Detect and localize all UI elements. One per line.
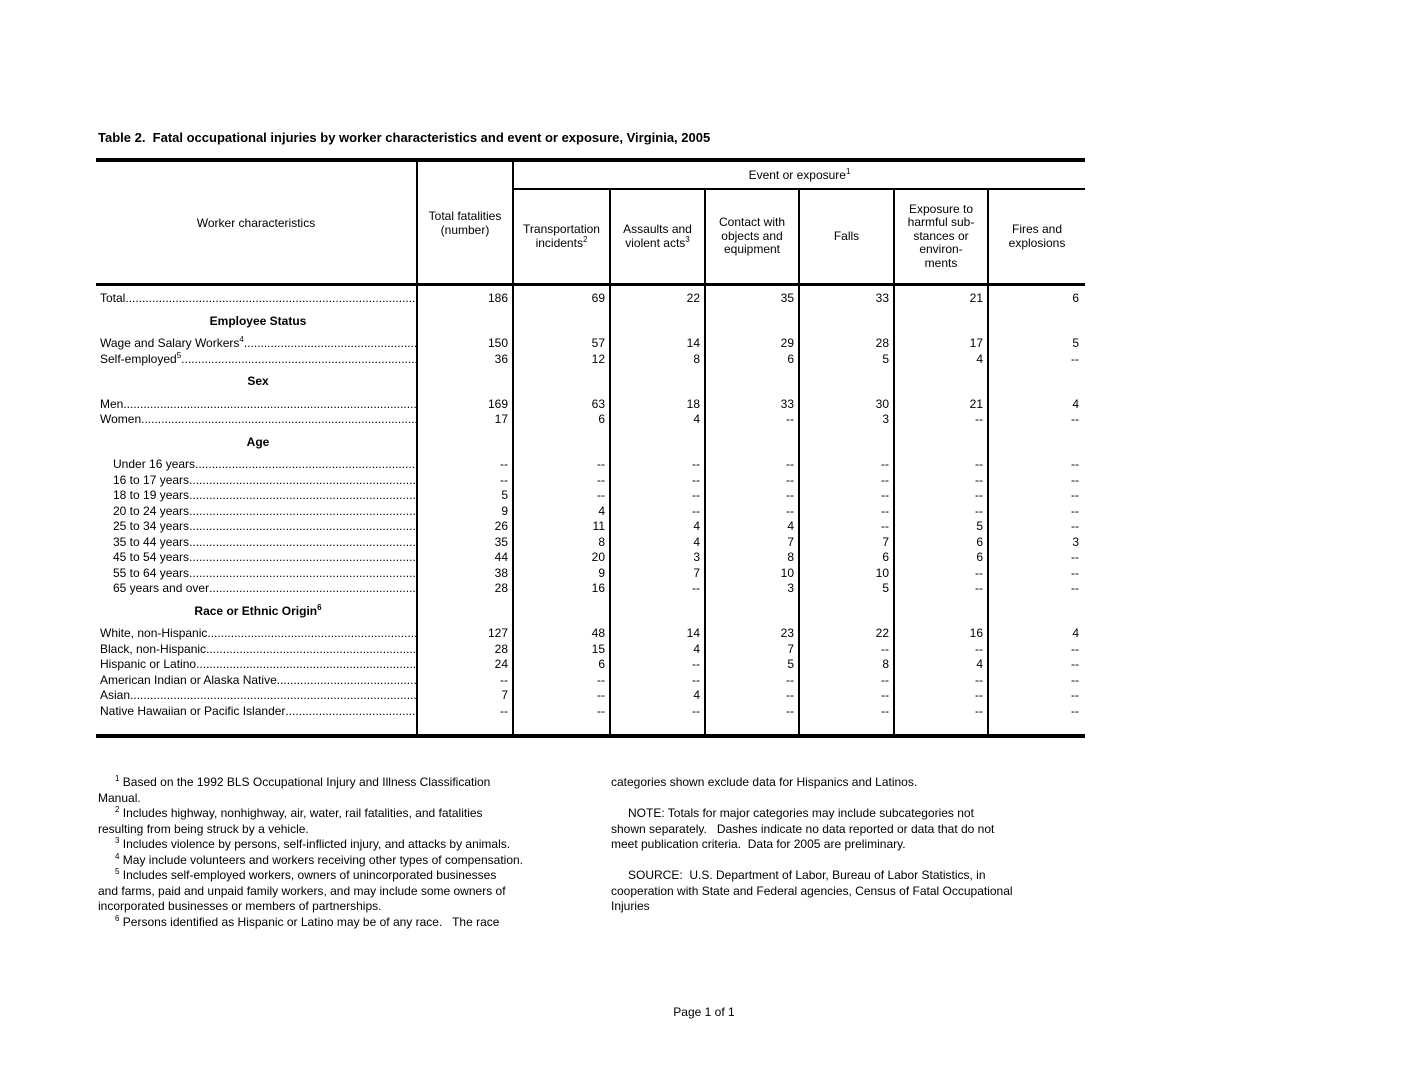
cell-value: 15: [513, 642, 610, 658]
table-row: [96, 412, 1085, 428]
cell-value: 48: [513, 626, 610, 642]
footnote-line: shown separately. Dashes indicate no data reported or data that do not: [611, 821, 995, 836]
table-row: [96, 285, 1085, 307]
cell-value: [417, 597, 513, 627]
col-header-assaults-violent-acts: Assaults and violent acts$^3$: [610, 189, 705, 285]
cell-value: --: [417, 473, 513, 489]
section-label: Sex: [96, 367, 417, 397]
cell-value: --: [894, 457, 988, 473]
cell-value: --: [1071, 641, 1079, 656]
cell-value: 4: [1072, 396, 1079, 411]
cell-value: --: [894, 566, 988, 582]
table-row: [96, 688, 1085, 704]
footnote-line: $^6$ Persons identified as Hispanic or Latino may be of any race. The race: [115, 913, 500, 929]
cell-value: 18: [610, 397, 705, 413]
section-label: Age: [96, 428, 417, 458]
cell-value: 9: [417, 504, 513, 520]
table-row: [96, 504, 1085, 520]
footnote-line: $^3$ Includes violence by persons, self-inflicted injury, and attacks by animals.: [115, 836, 511, 851]
cell-value: 6: [513, 657, 610, 673]
cell-value: 20: [513, 550, 610, 566]
cell-value: --: [513, 473, 610, 489]
cell-value: [705, 597, 799, 627]
footnotes-right: [611, 775, 1013, 915]
footnote-line: cooperation with State and Federal agencies, Census of Fatal Occupational: [611, 883, 1013, 898]
cell-value: 5: [1072, 336, 1079, 350]
row-label: 25 to 34 years .....: [96, 519, 417, 535]
fatalities-table: [96, 158, 1085, 738]
cell-value: 17: [417, 412, 513, 428]
cell-value: 28: [417, 642, 513, 658]
cell-value: --: [1071, 503, 1079, 518]
cell-value: 35: [417, 535, 513, 551]
cell-value: 4: [610, 412, 705, 428]
cell-value: 28: [799, 336, 894, 352]
cell-value: [705, 307, 799, 337]
table-row: [96, 550, 1085, 566]
cell-value: 6: [1072, 291, 1079, 305]
cell-value: 35: [705, 285, 799, 307]
cell-value: --: [610, 504, 705, 520]
table-row: [96, 352, 1085, 368]
cell-value: 4: [610, 535, 705, 551]
row-label: American Indian or Alaska Native .....: [96, 673, 417, 689]
cell-value: --: [1071, 457, 1079, 471]
footnote-line: [611, 791, 1013, 807]
cell-value: 12: [513, 352, 610, 368]
footnote-line: categories shown exclude data for Hispanics and Latinos.: [611, 775, 918, 789]
cell-value: [799, 597, 894, 627]
col-header-event-or-exposure: Event or exposure$^1$: [513, 160, 1085, 189]
row-label: Asian .....: [96, 688, 417, 704]
cell-value: [894, 597, 988, 627]
row-label: Native Hawaiian or Pacific Islander .....: [96, 704, 417, 737]
row-label: Under 16 years .....: [96, 457, 417, 473]
cell-value: 10: [799, 566, 894, 582]
footnote-line: incorporated businesses or members of partnerships.: [98, 899, 382, 913]
col-header-falls: Falls: [799, 189, 894, 285]
cell-value: --: [1071, 657, 1079, 671]
table-row: [96, 581, 1085, 597]
cell-value: --: [894, 673, 988, 689]
cell-value: 169: [417, 397, 513, 413]
cell-value: 16: [894, 626, 988, 642]
table-row: [96, 397, 1085, 413]
cell-value: --: [705, 673, 799, 689]
cell-value: [513, 307, 610, 337]
cell-value: --: [1071, 412, 1079, 426]
cell-value: [988, 367, 1085, 397]
cell-value: 24: [417, 657, 513, 673]
cell-value: --: [610, 488, 705, 504]
section-label: Race or Ethnic Origin$^6$: [96, 597, 417, 627]
section-row: [96, 597, 1085, 627]
table-row: [96, 336, 1085, 352]
cell-value: 8: [705, 550, 799, 566]
cell-value: --: [799, 519, 894, 535]
cell-value: 7: [799, 535, 894, 551]
cell-value: [513, 367, 610, 397]
row-label: Self-employed$^5$ .....: [96, 352, 417, 368]
cell-value: [894, 307, 988, 337]
cell-value: 33: [799, 285, 894, 307]
cell-value: [894, 428, 988, 458]
row-label: Total .....: [96, 285, 417, 307]
row-label: Hispanic or Latino .....: [96, 657, 417, 673]
footnote-line: NOTE: Totals for major categories may include subcategories not: [628, 806, 974, 820]
cell-value: --: [610, 673, 705, 689]
table-row: [96, 642, 1085, 658]
footnote-line: $^1$ Based on the 1992 BLS Occupational Injury and Illness Classification: [115, 774, 491, 789]
cell-value: --: [894, 488, 988, 504]
cell-value: --: [610, 457, 705, 473]
row-label: 20 to 24 years .....: [96, 504, 417, 520]
cell-value: 26: [417, 519, 513, 535]
cell-value: 5: [799, 352, 894, 368]
cell-value: [417, 307, 513, 337]
cell-value: [988, 307, 1085, 337]
cell-value: 4: [1072, 626, 1079, 640]
cell-value: 22: [610, 285, 705, 307]
cell-value: --: [513, 704, 610, 737]
footnote-line: Manual.: [98, 790, 141, 805]
cell-value: --: [417, 673, 513, 689]
row-label: Women .....: [96, 412, 417, 428]
cell-value: 33: [705, 397, 799, 413]
footnote-line: resulting from being struck by a vehicle.: [98, 821, 309, 836]
cell-value: 3: [610, 550, 705, 566]
cell-value: 4: [610, 642, 705, 658]
cell-value: --: [705, 704, 799, 737]
table-row: [96, 488, 1085, 504]
row-label: 18 to 19 years .....: [96, 488, 417, 504]
footnote-line: Injuries: [611, 899, 650, 913]
cell-value: --: [1071, 688, 1079, 702]
cell-value: [988, 428, 1085, 458]
cell-value: [894, 367, 988, 397]
row-label: 45 to 54 years .....: [96, 550, 417, 566]
cell-value: --: [1071, 488, 1079, 502]
cell-value: 150: [417, 336, 513, 352]
cell-value: --: [705, 473, 799, 489]
table-row: [96, 626, 1085, 642]
cell-value: 44: [417, 550, 513, 566]
cell-value: 57: [513, 336, 610, 352]
cell-value: 127: [417, 626, 513, 642]
cell-value: --: [799, 673, 894, 689]
cell-value: 6: [799, 550, 894, 566]
cell-value: 8: [799, 657, 894, 673]
cell-value: --: [799, 457, 894, 473]
col-header-exposure-harmful-substances: Exposure to harmful sub- stances or environ- ments: [894, 189, 988, 285]
cell-value: 10: [705, 566, 799, 582]
table-row: [96, 566, 1085, 582]
footnote-line: $^2$ Includes highway, nonhighway, air, water, rail fatalities, and fatalities: [115, 805, 483, 820]
row-label: Men .....: [96, 397, 417, 413]
section-row: [96, 367, 1085, 397]
cell-value: --: [1071, 472, 1079, 487]
cell-value: 5: [799, 581, 894, 597]
cell-value: 6: [705, 352, 799, 368]
cell-value: --: [417, 457, 513, 473]
cell-value: 6: [894, 550, 988, 566]
cell-value: 6: [894, 535, 988, 551]
cell-value: --: [705, 488, 799, 504]
cell-value: 7: [705, 642, 799, 658]
cell-value: 17: [894, 336, 988, 352]
cell-value: [610, 307, 705, 337]
cell-value: --: [894, 688, 988, 704]
table-row: [96, 704, 1085, 737]
cell-value: [705, 367, 799, 397]
row-label: 35 to 44 years .....: [96, 535, 417, 551]
cell-value: 23: [705, 626, 799, 642]
cell-value: 9: [513, 566, 610, 582]
cell-value: --: [1071, 519, 1079, 533]
cell-value: --: [705, 688, 799, 704]
cell-value: 14: [610, 336, 705, 352]
cell-value: --: [513, 673, 610, 689]
page-footer: Page 1 of 1: [673, 1005, 735, 1019]
cell-value: [610, 428, 705, 458]
cell-value: --: [513, 488, 610, 504]
row-label: Wage and Salary Workers$^4$ .....: [96, 336, 417, 352]
col-header-total-fatalities: Total fatalities (number): [417, 160, 513, 285]
cell-value: 6: [513, 412, 610, 428]
col-header-fires-explosions: Fires and explosions: [1008, 222, 1066, 250]
cell-value: --: [799, 488, 894, 504]
cell-value: 16: [513, 581, 610, 597]
col-header-worker-characteristics: Worker characteristics: [96, 160, 417, 285]
cell-value: --: [799, 504, 894, 520]
cell-value: 5: [894, 519, 988, 535]
cell-value: 5: [417, 488, 513, 504]
row-label: 65 years and over .....: [96, 581, 417, 597]
cell-value: 63: [513, 397, 610, 413]
cell-value: --: [705, 412, 799, 428]
col-header-contact-objects-equipment: Contact with objects and equipment: [705, 189, 799, 285]
row-label: Black, non-Hispanic .....: [96, 642, 417, 658]
cell-value: 8: [513, 535, 610, 551]
cell-value: 14: [610, 626, 705, 642]
cell-value: --: [417, 704, 513, 737]
row-label: 55 to 64 years .....: [96, 566, 417, 582]
section-row: [96, 307, 1085, 337]
cell-value: --: [1071, 550, 1079, 564]
cell-value: 4: [894, 657, 988, 673]
footnotes-left: [98, 775, 523, 930]
cell-value: 38: [417, 566, 513, 582]
cell-value: 7: [610, 566, 705, 582]
cell-value: 30: [799, 397, 894, 413]
section-label: Employee Status: [96, 307, 417, 337]
cell-value: 36: [417, 352, 513, 368]
cell-value: --: [894, 642, 988, 658]
page-title: Table 2. Fatal occupational injuries by worker characteristics and event or exposure, Virginia, 2005: [98, 130, 711, 145]
cell-value: --: [1071, 703, 1079, 718]
cell-value: 3: [799, 412, 894, 428]
cell-value: [513, 597, 610, 627]
cell-value: [610, 367, 705, 397]
cell-value: --: [799, 688, 894, 704]
cell-value: 5: [705, 657, 799, 673]
table-row: [96, 673, 1085, 689]
footnote-line: and farms, paid and unpaid family workers, and may include some owners of: [98, 883, 506, 898]
cell-value: 8: [610, 352, 705, 368]
cell-value: --: [1071, 565, 1079, 580]
cell-value: 28: [417, 581, 513, 597]
table-row: [96, 457, 1085, 473]
cell-value: --: [610, 657, 705, 673]
section-row: [96, 428, 1085, 458]
cell-value: 7: [417, 688, 513, 704]
cell-value: 3: [1072, 534, 1079, 549]
cell-value: --: [894, 473, 988, 489]
footnote-line: $^4$ May include volunteers and workers receiving other types of compensation.: [115, 851, 524, 867]
table-row: [96, 657, 1085, 673]
cell-value: --: [799, 704, 894, 737]
cell-value: --: [610, 473, 705, 489]
footnote-line: SOURCE: U.S. Department of Labor, Bureau of Labor Statistics, in: [628, 868, 986, 882]
footnote-line: [611, 853, 1013, 869]
cell-value: [610, 597, 705, 627]
cell-value: 186: [417, 285, 513, 307]
cell-value: [417, 428, 513, 458]
cell-value: --: [1071, 351, 1079, 366]
cell-value: 4: [894, 352, 988, 368]
cell-value: 22: [799, 626, 894, 642]
cell-value: --: [799, 473, 894, 489]
cell-value: 4: [610, 688, 705, 704]
cell-value: [799, 428, 894, 458]
table-row: [96, 535, 1085, 551]
cell-value: --: [610, 581, 705, 597]
cell-value: 11: [513, 519, 610, 535]
cell-value: --: [799, 642, 894, 658]
cell-value: [417, 367, 513, 397]
cell-value: --: [705, 504, 799, 520]
cell-value: 29: [705, 336, 799, 352]
table-row: [96, 519, 1085, 535]
cell-value: --: [610, 704, 705, 737]
cell-value: --: [894, 704, 988, 737]
cell-value: [988, 597, 1085, 627]
cell-value: 69: [513, 285, 610, 307]
footnote-line: meet publication criteria. Data for 2005 are preliminary.: [611, 837, 906, 851]
row-label: White, non-Hispanic .....: [96, 626, 417, 642]
cell-value: 4: [513, 504, 610, 520]
cell-value: --: [894, 412, 988, 428]
footnote-line: $^5$ Includes self-employed workers, owners of unincorporated businesses: [115, 867, 497, 882]
cell-value: --: [705, 457, 799, 473]
table-row: [96, 473, 1085, 489]
cell-value: --: [894, 504, 988, 520]
cell-value: 4: [610, 519, 705, 535]
cell-value: --: [1071, 672, 1079, 687]
cell-value: 4: [705, 519, 799, 535]
cell-value: 7: [705, 535, 799, 551]
row-label: 16 to 17 years .....: [96, 473, 417, 489]
cell-value: --: [513, 457, 610, 473]
cell-value: --: [894, 581, 988, 597]
cell-value: [799, 307, 894, 337]
cell-value: --: [513, 688, 610, 704]
cell-value: 21: [894, 397, 988, 413]
cell-value: [705, 428, 799, 458]
cell-value: [513, 428, 610, 458]
cell-value: [799, 367, 894, 397]
cell-value: --: [1071, 581, 1079, 595]
cell-value: 21: [894, 285, 988, 307]
cell-value: 3: [705, 581, 799, 597]
col-header-transportation-incidents: Transportation incidents$^2$: [513, 189, 610, 285]
